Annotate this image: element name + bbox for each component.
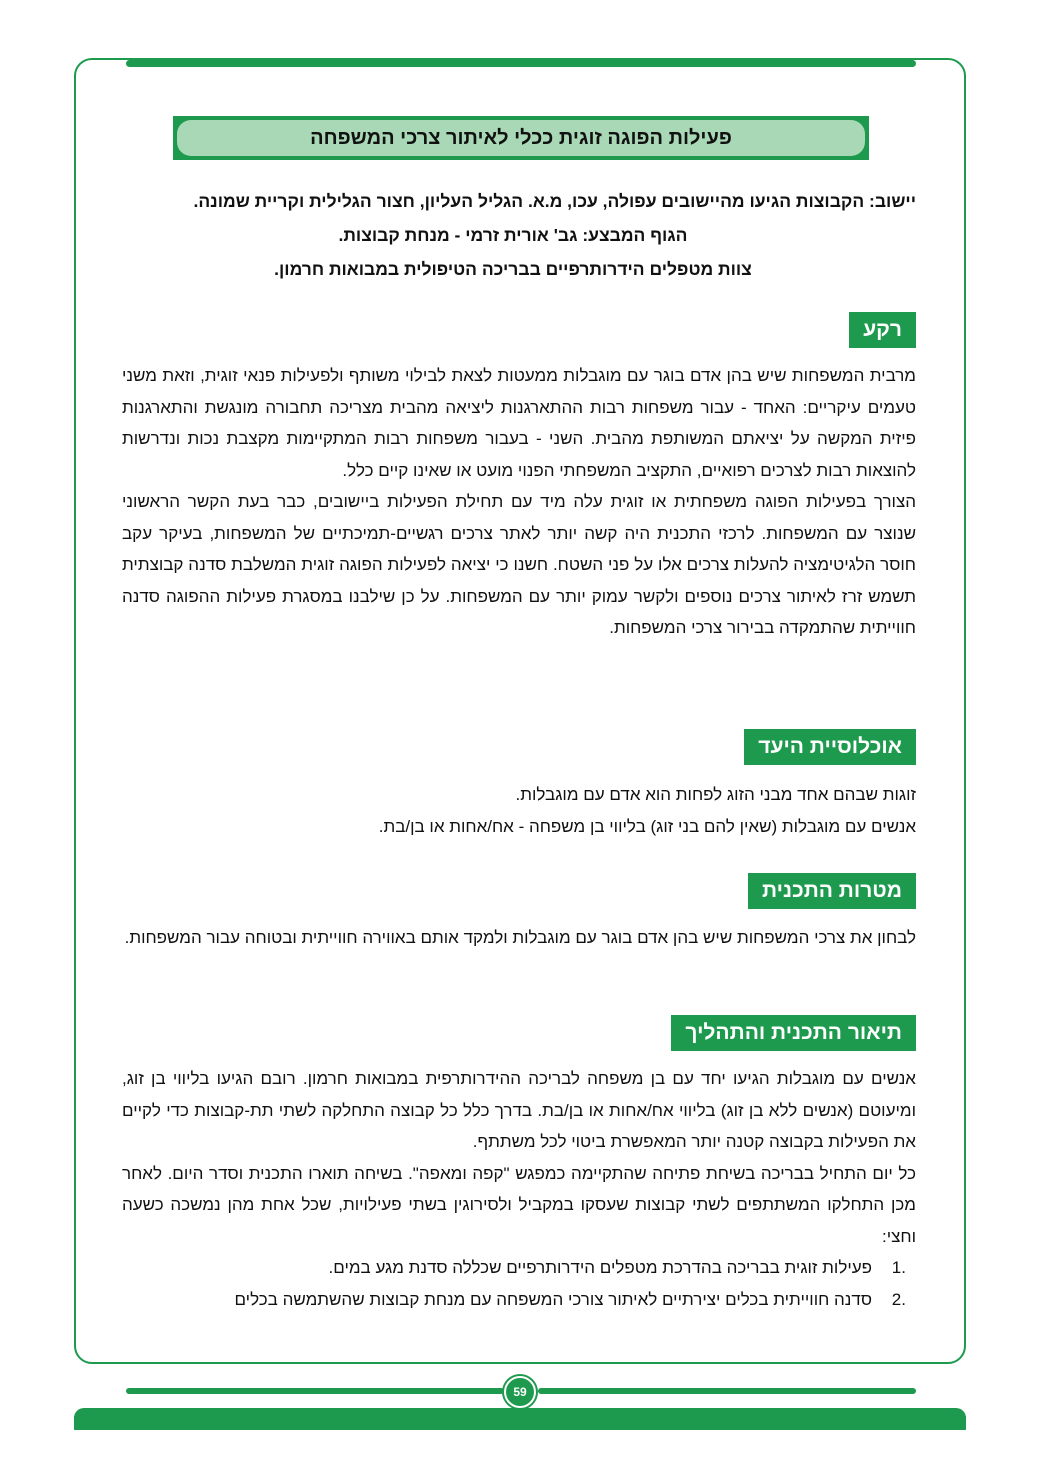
bottom-bar-fill	[74, 1416, 966, 1430]
heading-target-population: אוכלוסיית היעד	[744, 729, 916, 765]
list-item	[122, 1252, 916, 1284]
intro-executor: הגוף המבצע: גב' אורית זרמי - מנחת קבוצות.	[338, 225, 688, 245]
description-paragraph-1: אנשים עם מוגבלות הגיעו יחד עם בן משפחה לבריכה ההידרותרפית במבואות חרמון. רובם הגיעו בליווי בן זוג, ומיעוטם (אנשים ללא בן זוג) בליווי אח/אחות או בן/בת. בדרך כלל כל קבוצה התחלקה לשתי תת-קבוצות כדי לקיים את הפעילות בקבוצה קטנה יותר המאפשרת ביטוי לכל משתתף.	[122, 1069, 916, 1151]
target-line-1: זוגות שבהם אחד מבני הזוג לפחות הוא אדם עם מוגבלות.	[515, 785, 916, 804]
description-paragraph-2: כל יום התחיל בבריכה בשיחת פתיחה שהתקיימה כמפגש "קפה ומאפה". בשיחה תוארו התכנית וסדר היום. לאחר מכן התחלקו המשתתפים לשתי קבוצות שעסקו במקביל ולסירוגין בשתי פעילויות, שכל אחת מהן נמשכה כשעה וחצי:	[122, 1163, 916, 1246]
document-title: פעילות הפוגה זוגית ככלי לאיתור צרכי המשפחה	[177, 120, 865, 156]
page-number: 59	[504, 1376, 536, 1408]
bottom-rule-left	[126, 1388, 504, 1394]
target-text	[122, 779, 916, 842]
activities-list	[122, 1252, 916, 1315]
heading-program-description: תיאור התכנית והתהליך	[671, 1015, 916, 1051]
intro-team: צוות מטפלים הידרותרפיים בבריכה הטיפולית במבואות חרמון.	[274, 259, 752, 279]
list-item-number: .2	[891, 1289, 906, 1309]
intro-block	[110, 184, 916, 286]
heading-program-goals: מטרות התכנית	[748, 873, 916, 909]
background-paragraph-2: הצורך בפעילות הפוגה משפחתית או זוגית עלה מיד עם תחילת הפעילות ביישובים, כבר בעת הקשר הראשוני שנוצר עם המשפחות. לרכזי התכנית היה קשה יותר לאתר צרכים רגשיים-תמיכתיים של המשפחות, בעיקר עקב חוסר הלגיטימציה להעלות צרכים אלו על פני השטח. חשנו כי יציאה לפעילות הפוגה זוגית המשלבת סדנה קבוצתית תשמש זרז לאיתור צרכים נוספים ולקשר עמוק יותר עם המשפחות. על כן שילבנו במסגרת פעילות ההפוגה סדנה חווייתית שהתמקדה בבירור צרכי המשפחות.	[122, 492, 916, 637]
title-box	[173, 116, 869, 160]
background-paragraph-1: מרבית המשפחות שיש בהן אדם בוגר עם מוגבלות ממעטות לצאת לבילוי משותף ולפעילות פנאי זוגית, וזאת משני טעמים עיקריים: האחד - עבור משפחות רבות ההתארגנות ליציאה מהבית מצריכה תחבורה מונגשת והתארגנות פיזית המקשה על יציאתם המשותפת מהבית. השני - בעבור משפחות רבות המתקיימות מקצבת נכות ונדרשות להוצאות רבות לצרכים רפואיים, התקציב המשפחתי הפנוי מועט או שאינו קיים כלל.	[122, 366, 916, 480]
list-item-text: סדנה חווייתית בכלים יצירתיים לאיתור צורכי המשפחה עם מנחת קבוצות שהשתמשה בכלים	[234, 1289, 872, 1309]
bottom-rule-right	[538, 1388, 916, 1394]
description-text	[122, 1063, 916, 1315]
heading-background: רקע	[849, 312, 916, 348]
list-item-text: פעילות זוגית בבריכה בהדרכת מטפלים הידרותרפיים שכללה סדנת מגע במים.	[328, 1258, 872, 1277]
top-rule	[126, 60, 916, 67]
goals-paragraph-1: לבחון את צרכי המשפחות שיש בהן אדם בוגר עם מוגבלות ולמקד אותם באווירה חווייתית ובטוחה עבור המשפחות.	[124, 928, 916, 947]
intro-settlements: יישוב: הקבוצות הגיעו מהיישובים עפולה, עכו, מ.א. הגליל העליון, חצור הגלילית וקריית שמונה.	[193, 191, 916, 211]
list-item	[122, 1284, 916, 1316]
background-text	[122, 360, 916, 644]
goals-text	[122, 922, 916, 954]
list-item-number: .1	[891, 1258, 906, 1277]
target-line-2: אנשים עם מוגבלות (שאין להם בני זוג) בליווי בן משפחה - אח/אחות או בן/בת.	[378, 816, 916, 836]
